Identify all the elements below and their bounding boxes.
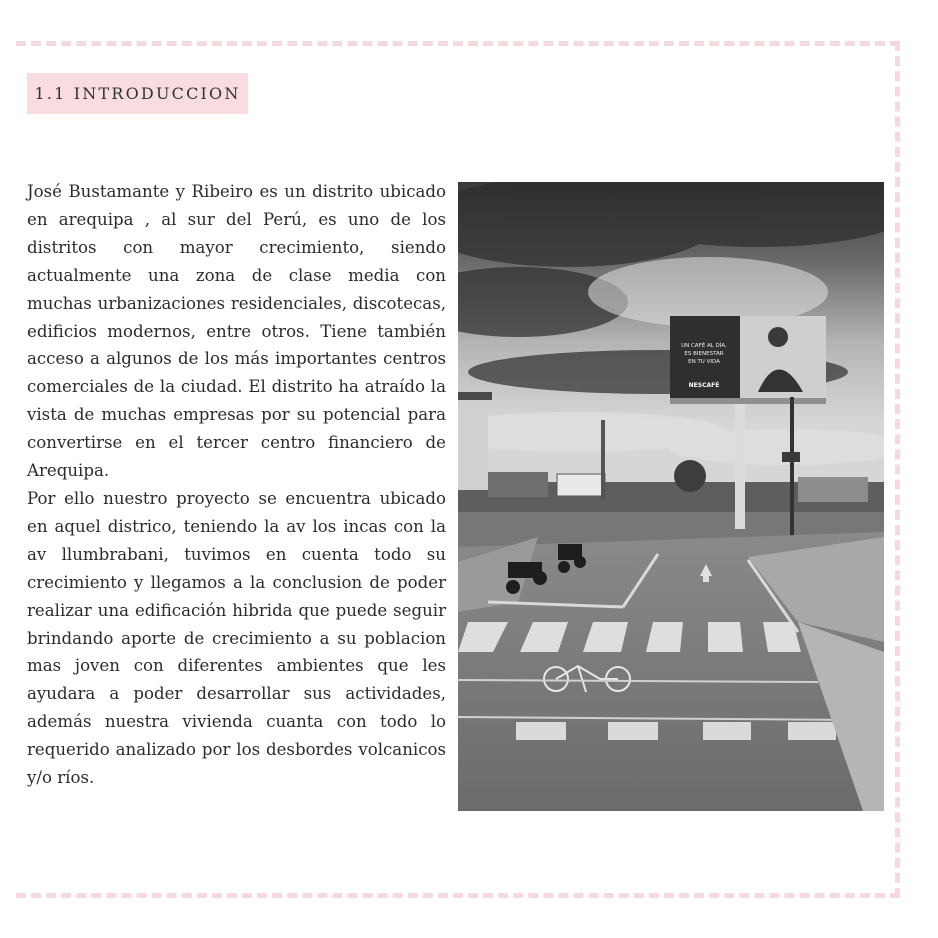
bottom-dashed-border [16,893,900,898]
introduction-text [27,178,446,792]
right-dashed-border [895,41,900,898]
street-photo [458,182,884,811]
section-heading-box [27,73,248,114]
section-heading: 1.1 INTRODUCCION [34,84,241,103]
paragraph-2: Por ello nuestro proyecto se encuentra ubicado en aquel districo, teniendo la av los incas con la av llumbrabani, tuvimos en cuenta todo su crecimiento y llegamos a la conclusion de poder realizar una edificación hibrida que puede seguir brindando aporte de crecimiento a su poblacion mas joven con diferentes ambientes que les ayudara a poder desarrollar sus actividades, además nuestra vivienda cuanta con todo lo requerido analizado por los desbordes volcanicos y/o ríos. [27,488,446,788]
paragraph-1: José Bustamante y Ribeiro es un distrito ubicado en arequipa , al sur del Perú, es uno de los distritos con mayor crecimiento, siendo actualmente una zona de clase media con muchas urbanizaciones residenciales, discotecas, edificios modernos, entre otros. Tiene también acceso a algunos de los más importantes centros comerciales de la ciudad. El distrito ha atraído la vista de muchas empresas por su potencial para convertirse en el tercer centro financiero de Arequipa. [27,182,446,481]
street-sign [557,474,605,496]
svg-text:ES BIENESTAR: ES BIENESTAR [684,351,724,357]
svg-text:EN TU VIDA: EN TU VIDA [688,359,720,365]
top-dashed-border [16,41,900,46]
left-building [458,410,488,490]
light-pole [790,397,794,557]
billboard-slogan: UN CAFÉ AL DÍA, [681,343,727,349]
billboard-brand: NESCAFÉ [688,382,720,389]
